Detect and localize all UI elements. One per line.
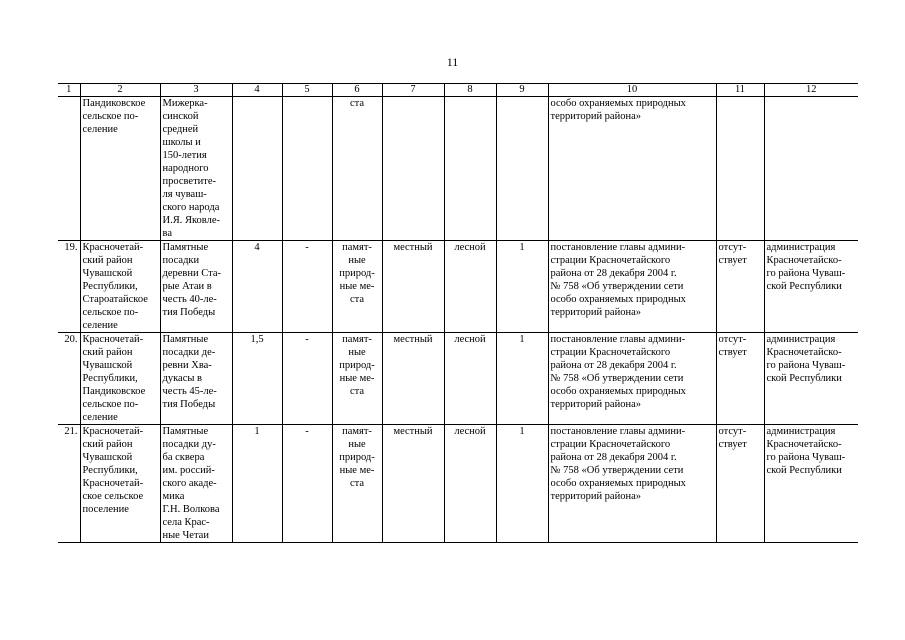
header-cell: 11 [716, 84, 764, 97]
table-row [58, 241, 858, 333]
col5-cell: - [282, 241, 332, 333]
protected-areas-table [58, 83, 858, 543]
location-cell: Красночетай- ский район Чувашской Республики, Староатайское сельское по- селение [80, 241, 160, 333]
header-cell: 4 [232, 84, 282, 97]
name-cell: Памятные посадки деревни Ста- рые Атаи в честь 40-ле- тия Победы [160, 241, 232, 333]
header-cell: 9 [496, 84, 548, 97]
document-cell: постановление главы админи- страции Красночетайского района от 28 декабря 2004 г. № 758 «Об утверждении сети особо охраняемых природных территорий района» [548, 241, 716, 333]
profile-cell: лесной [444, 425, 496, 543]
location-cell: Красночетай- ский район Чувашской Республики, Красночетай- ское сельское поселение [80, 425, 160, 543]
area-cell [232, 97, 282, 241]
col11-cell [716, 97, 764, 241]
location-cell: Красночетай- ский район Чувашской Республики, Пандиковское сельское по- селение [80, 333, 160, 425]
col5-cell: - [282, 333, 332, 425]
document-cell: постановление главы админи- страции Красночетайского района от 28 декабря 2004 г. № 758 «Об утверждении сети особо охраняемых природных территорий района» [548, 333, 716, 425]
category-cell: памят- ные природ- ные ме- ста [332, 425, 382, 543]
col9-cell: 1 [496, 241, 548, 333]
header-cell: 12 [764, 84, 858, 97]
area-cell: 1,5 [232, 333, 282, 425]
area-cell: 1 [232, 425, 282, 543]
col9-cell: 1 [496, 425, 548, 543]
row-number: 20. [58, 333, 80, 425]
col11-cell: отсут- ствует [716, 425, 764, 543]
document-cell: постановление главы админи- страции Красночетайского района от 28 декабря 2004 г. № 758 «Об утверждении сети особо охраняемых природных территорий района» [548, 425, 716, 543]
header-cell: 8 [444, 84, 496, 97]
name-cell: Памятные посадки де- ревни Хва- дукасы в честь 45-ле- тия Победы [160, 333, 232, 425]
name-cell: Мижерка- синской средней школы и 150-летия народного просветите- ля чуваш- ского народа И.Я. Яковле- ва [160, 97, 232, 241]
header-cell: 5 [282, 84, 332, 97]
header-cell: 7 [382, 84, 444, 97]
col11-cell: отсут- ствует [716, 241, 764, 333]
table-row [58, 425, 858, 543]
col5-cell: - [282, 425, 332, 543]
significance-cell: местный [382, 241, 444, 333]
administration-cell: администрация Красночетайско- го района Чуваш- ской Республики [764, 425, 858, 543]
col11-cell: отсут- ствует [716, 333, 764, 425]
profile-cell [444, 97, 496, 241]
location-cell: Пандиковское сельское по- селение [80, 97, 160, 241]
profile-cell: лесной [444, 333, 496, 425]
administration-cell [764, 97, 858, 241]
table-header-row [58, 84, 858, 97]
profile-cell: лесной [444, 241, 496, 333]
significance-cell: местный [382, 333, 444, 425]
header-cell: 6 [332, 84, 382, 97]
document-cell: особо охраняемых природных территорий района» [548, 97, 716, 241]
row-number: 19. [58, 241, 80, 333]
row-number [58, 97, 80, 241]
page-number: 11 [446, 55, 459, 69]
category-cell: памят- ные природ- ные ме- ста [332, 241, 382, 333]
col9-cell [496, 97, 548, 241]
significance-cell [382, 97, 444, 241]
significance-cell: местный [382, 425, 444, 543]
category-cell: ста [332, 97, 382, 241]
col5-cell [282, 97, 332, 241]
row-number: 21. [58, 425, 80, 543]
administration-cell: администрация Красночетайско- го района Чуваш- ской Республики [764, 333, 858, 425]
name-cell: Памятные посадки ду- ба сквера им. россий- ского акаде- мика Г.Н. Волкова села Крас- ные Четаи [160, 425, 232, 543]
category-cell: памят- ные природ- ные ме- ста [332, 333, 382, 425]
table-row [58, 97, 858, 241]
header-cell: 2 [80, 84, 160, 97]
table-row [58, 333, 858, 425]
area-cell: 4 [232, 241, 282, 333]
col9-cell: 1 [496, 333, 548, 425]
header-cell: 3 [160, 84, 232, 97]
administration-cell: администрация Красночетайско- го района Чуваш- ской Республики [764, 241, 858, 333]
header-cell: 1 [58, 84, 80, 97]
header-cell: 10 [548, 84, 716, 97]
